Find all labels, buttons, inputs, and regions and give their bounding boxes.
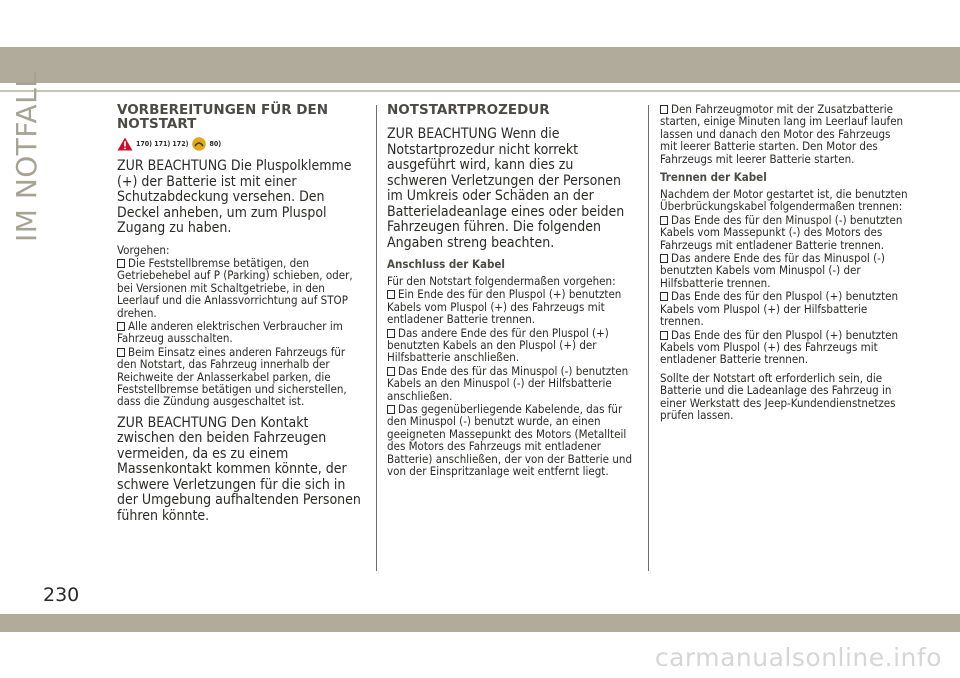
bullet-box-icon <box>387 405 395 414</box>
column-3 <box>660 103 908 426</box>
list-item: Beim Einsatz eines anderen Fahrzeugs für den Notstart, das Fahrzeug innerhalb der Reichweite der Anlasserkabel parken, die Feststellbremse betätigen und sicherstellen, dass die Zündung ausgeschaltet ist. <box>117 344 347 409</box>
bullet-box-icon <box>660 105 668 114</box>
subheading-anschluss: Anschluss der Kabel <box>387 257 505 271</box>
note-pluspol: ZUR BEACHTUNG Die Pluspolklemme (+) der Batterie ist mit einer Schutzabdeckung versehen. Den Deckel anheben, um zum Pluspol Zugang zu haben. <box>117 158 352 236</box>
list-item: Das Ende des für den Pluspol (+) benutzten Kabels vom Pluspol (+) des Fahrzeugs mit entladener Batterie trennen. <box>660 327 899 367</box>
heading-vorbereitungen: VORBEREITUNGEN FÜR DEN NOTSTART <box>117 102 329 132</box>
header-rule <box>0 90 960 92</box>
bullet-box-icon <box>660 331 668 340</box>
list-item: Das andere Ende des für den Pluspol (+) benutzten Kabels an den Pluspol (+) der Hilfsbatterie anschließen. <box>387 325 609 365</box>
bullet-box-icon <box>387 367 395 376</box>
column-2 <box>387 103 635 479</box>
subheading-trennen: Trennen der Kabel <box>660 170 767 185</box>
watermark-text: carmanualsonline.info <box>654 643 942 672</box>
side-title-text: IM NOTFALL <box>10 71 43 242</box>
warning-refs-left: 170) 171) 172) <box>136 140 189 148</box>
page-number: 230 <box>43 584 80 606</box>
intro-notstart: Für den Notstart folgendermaßen vorgehen: <box>387 274 616 288</box>
footer-band <box>0 614 960 632</box>
note-kontakt: ZUR BEACHTUNG Den Kontakt zwischen den beiden Fahrzeugen vermeiden, da es zu einem Massenkontakt kommen könnte, der schwere Verletzungen für die sich in der Umgebung aufhaltenden Personen führen könnte. <box>117 414 361 524</box>
list-item: Alle anderen elektrischen Verbraucher im Fahrzeug ausschalten. <box>117 318 343 346</box>
intro-vorgehen: Vorgehen: <box>117 242 170 257</box>
column-divider-1 <box>376 105 377 571</box>
header-band <box>0 47 960 83</box>
list-item: Ein Ende des für den Pluspol (+) benutzten Kabels vom Pluspol (+) des Fahrzeugs mit entladener Batterie trennen. <box>387 287 622 327</box>
bullet-box-icon <box>660 292 668 301</box>
list-item: Den Fahrzeugmotor mit der Zusatzbatterie starten, einige Minuten lang im Leerlauf laufen lassen und danach den Motor des Fahrzeugs mit leerer Batterie starten. Den Motor des Fahrzeugs mit leerer Batterie starten. <box>660 102 904 166</box>
list-item: Das Ende des für das Minuspol (-) benutzten Kabels an den Minuspol (-) der Hilfsbatterie anschließen. <box>387 363 629 403</box>
list-item: Das Ende des für den Minuspol (-) benutzten Kabels vom Massepunkt (-) des Motors des Fahrzeugs mit entladener Batterie trennen. <box>660 212 903 252</box>
bullet-box-icon <box>660 254 668 263</box>
heading-notstartprozedur: NOTSTARTPROZEDUR <box>387 102 550 118</box>
bullet-box-icon <box>117 322 125 331</box>
list-item: Das gegenüberliegende Kabelende, das für den Minuspol (-) benutzt wurde, an einen geeigneten Massepunkt des Motors (Metallteil des Motors des Fahrzeugs mit entladener Batterie) anschließen, der von der Batterie und von der Einspritzanlage weit entfernt liegt. <box>387 402 633 479</box>
bullet-box-icon <box>387 329 395 338</box>
column-divider-2 <box>648 105 649 571</box>
list-item: Das Ende des für den Pluspol (+) benutzten Kabels vom Pluspol (+) der Hilfsbatterie trennen. <box>660 289 899 329</box>
bullet-box-icon <box>387 290 395 299</box>
intro-trennen: Nachdem der Motor gestartet ist, die benutzten Überbrückungskabel folgendermaßen trennen: <box>660 187 908 214</box>
bullet-box-icon <box>660 216 668 225</box>
list-item: Das andere Ende des für das Minuspol (-) benutzten Kabels vom Minuspol (-) der Hilfsbatterie trennen. <box>660 251 885 290</box>
environment-icon <box>192 137 206 151</box>
bullet-box-icon <box>117 348 125 357</box>
warning-triangle-icon <box>117 137 133 151</box>
list-item: Die Feststellbremse betätigen, den Getriebehebel auf P (Parking) schieben, oder, bei Versionen mit Schaltgetriebe, in den Leerlauf und die Anlassvorrichtung auf STOP drehen. <box>117 255 353 320</box>
warning-refs-right: 80) <box>209 140 222 148</box>
closing-note: Sollte der Notstart oft erforderlich sein, die Batterie und die Ladeanlage des Fahrzeug in einer Werkstatt des Jeep-Kundendienstnetzes prüfen lassen. <box>660 370 896 422</box>
bullet-box-icon <box>117 259 125 268</box>
note-notstart: ZUR BEACHTUNG Wenn die Notstartprozedur nicht korrekt ausgeführt wird, kann dies zu schweren Verletzungen der Personen im Umkreis oder Schäden an der Batterieladeanlage eines oder beiden Fahrzeugen führen. Die folgenden Angaben streng beachten. <box>387 126 625 251</box>
warning-references <box>117 137 365 151</box>
column-1 <box>117 103 365 531</box>
